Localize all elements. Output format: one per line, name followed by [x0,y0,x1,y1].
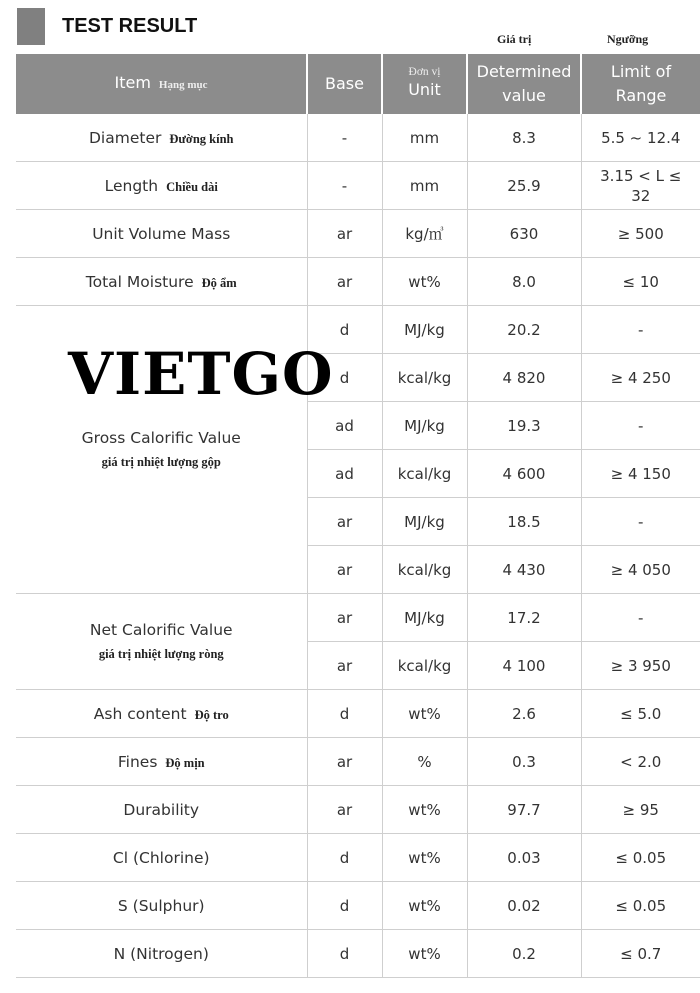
table-row [16,738,700,786]
base-cell: d [307,354,382,402]
range-cell: ≥ 3 950 [581,642,700,690]
base-cell: - [307,162,382,210]
table-header-row [16,54,700,114]
range-label-vi: Ngưỡng [607,32,649,46]
base-cell: ar [307,258,382,306]
header-item-label: Item [114,73,151,92]
item-label-vi: Độ ẩm [201,275,237,290]
range-cell: ≤ 0.05 [581,882,700,930]
value-cell: 4 600 [467,450,581,498]
watermark-text: VIETGO [68,340,334,408]
table-row [16,162,700,210]
header-range-line1: Limit of [610,62,672,81]
unit-cell: wt% [382,690,467,738]
header-unit-label: Unit [408,80,441,99]
value-cell: 4 820 [467,354,581,402]
value-cell: 0.02 [467,882,581,930]
unit-cell: wt% [382,258,467,306]
item-label: Cl (Chlorine) [112,848,210,867]
value-cell: 4 100 [467,642,581,690]
value-cell: 19.3 [467,402,581,450]
unit-cell: kcal/kg [382,450,467,498]
header-value-line2: value [502,86,546,105]
item-cell-ncv [16,594,307,690]
header-item-label-vi: Hạng mục [158,79,208,91]
table-row [16,594,700,642]
base-cell: ar [307,738,382,786]
value-cell: 630 [467,210,581,258]
value-cell: 8.0 [467,258,581,306]
item-label: S (Sulphur) [117,896,205,915]
item-cell [16,258,307,306]
item-cell [16,882,307,930]
value-cell: 18.5 [467,498,581,546]
base-cell: ad [307,450,382,498]
unit-cell: MJ/kg [382,402,467,450]
test-result-table [16,54,700,978]
item-label: Diameter [89,128,162,147]
range-cell: ≥ 4 050 [581,546,700,594]
range-cell: ≤ 5.0 [581,690,700,738]
range-cell: ≤ 10 [581,258,700,306]
base-cell: ar [307,546,382,594]
table-row [16,834,700,882]
range-cell: - [581,306,700,354]
item-cell [16,786,307,834]
unit-cell: kg/㎥ [382,210,467,258]
unit-cell: mm [382,114,467,162]
unit-cell: wt% [382,786,467,834]
base-cell: ar [307,786,382,834]
header-range-line2: Range [615,86,667,105]
table-row [16,690,700,738]
unit-cell: wt% [382,930,467,978]
heading-marker [17,8,45,45]
value-cell: 17.2 [467,594,581,642]
value-cell: 25.9 [467,162,581,210]
range-cell: < 2.0 [581,738,700,786]
value-cell: 20.2 [467,306,581,354]
unit-cell: MJ/kg [382,594,467,642]
item-label-vi: Độ tro [194,707,229,722]
base-cell: d [307,690,382,738]
value-cell: 0.03 [467,834,581,882]
table-row [16,258,700,306]
base-cell: ar [307,594,382,642]
value-cell: 97.7 [467,786,581,834]
range-cell: ≥ 4 150 [581,450,700,498]
range-cell: ≤ 0.7 [581,930,700,978]
header-range [581,54,700,114]
base-cell: d [307,930,382,978]
value-cell: 0.2 [467,930,581,978]
unit-cell: % [382,738,467,786]
item-label: Length [104,176,159,195]
value-cell: 0.3 [467,738,581,786]
item-label-vi: giá trị nhiệt lượng gộp [101,455,221,469]
item-label: Durability [123,800,200,819]
item-label: N (Nitrogen) [113,944,209,963]
value-cell: 8.3 [467,114,581,162]
range-cell: - [581,594,700,642]
range-line1: 3.15 < L ≤ [600,166,682,185]
base-cell: ar [307,498,382,546]
item-label: Fines [117,752,158,771]
item-label: Unit Volume Mass [92,224,231,243]
item-cell [16,210,307,258]
range-cell: ≥ 500 [581,210,700,258]
item-cell [16,834,307,882]
value-label-vi: Giá trị [497,32,532,46]
unit-cell: kcal/kg [382,354,467,402]
unit-cell: MJ/kg [382,306,467,354]
item-cell [16,162,307,210]
base-cell: ar [307,642,382,690]
header-base: Base [307,54,382,114]
range-line2: 32 [631,186,651,205]
base-cell: d [307,306,382,354]
item-label: Ash content [93,704,187,723]
range-cell [581,162,700,210]
value-cell: 2.6 [467,690,581,738]
range-cell: ≤ 0.05 [581,834,700,882]
unit-cell: kcal/kg [382,546,467,594]
item-cell [16,930,307,978]
item-cell [16,738,307,786]
base-cell: ad [307,402,382,450]
table-row [16,210,700,258]
header-item [16,54,307,114]
base-cell: d [307,834,382,882]
table-row [16,114,700,162]
header-unit-label-vi: Đơn vị [408,66,441,78]
page-title: TEST RESULT [62,15,198,37]
base-cell: - [307,114,382,162]
range-cell: - [581,402,700,450]
header-value-line1: Determined [476,62,572,81]
item-label-vi: giá trị nhiệt lượng ròng [98,647,224,661]
unit-cell: wt% [382,882,467,930]
range-cell: ≥ 4 250 [581,354,700,402]
header-unit [382,54,467,114]
unit-cell: MJ/kg [382,498,467,546]
item-label: Net Calorific Value [89,621,233,639]
item-label-vi: Chiều dài [166,179,218,194]
base-cell: ar [307,210,382,258]
unit-cell: wt% [382,834,467,882]
range-cell: 5.5 ~ 12.4 [581,114,700,162]
unit-cell: kcal/kg [382,642,467,690]
item-label: Gross Calorific Value [81,429,241,447]
item-label-vi: Đường kính [169,131,234,146]
item-cell [16,690,307,738]
base-cell: d [307,882,382,930]
unit-cell: mm [382,162,467,210]
header-value [467,54,581,114]
range-cell: ≥ 95 [581,786,700,834]
table-row [16,786,700,834]
item-label-vi: Độ mịn [165,755,205,770]
range-cell: - [581,498,700,546]
value-cell: 4 430 [467,546,581,594]
table-row [16,930,700,978]
table-row [16,882,700,930]
item-label: Total Moisture [85,272,194,291]
item-cell [16,114,307,162]
